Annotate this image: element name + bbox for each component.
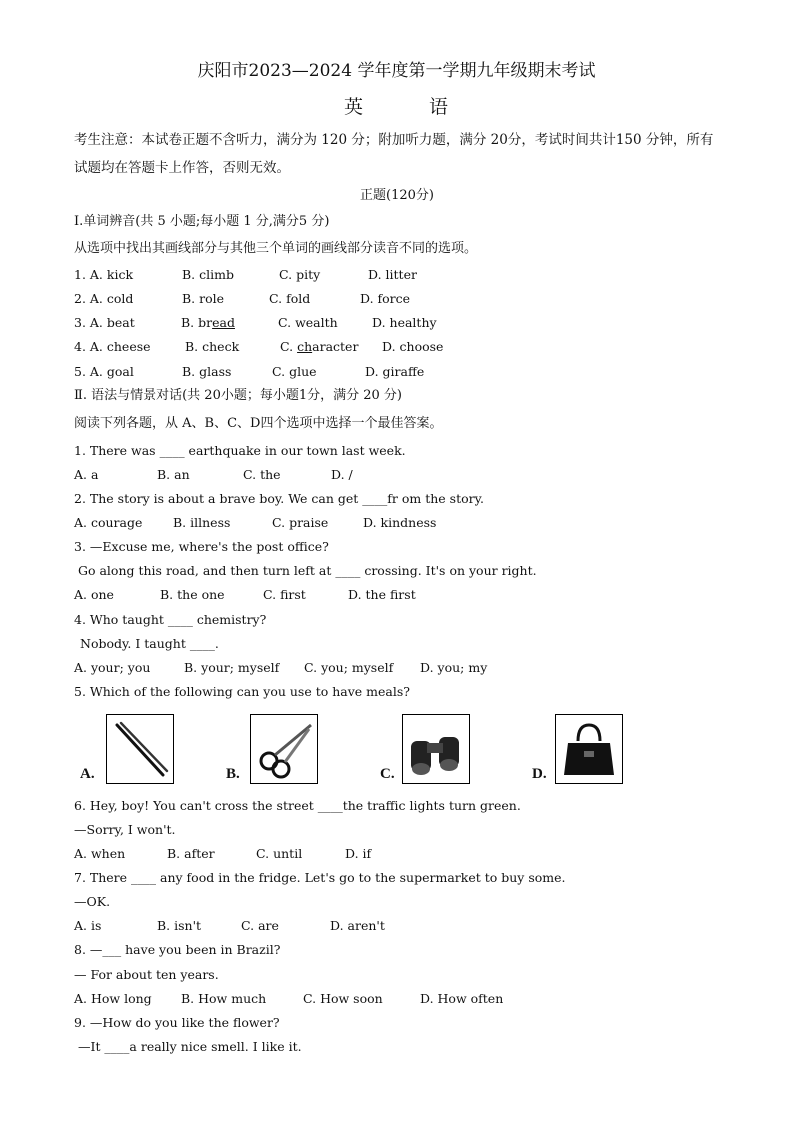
q1-d: D. /	[331, 467, 353, 482]
binoculars-image	[402, 714, 470, 784]
q6-c: C. until	[256, 846, 303, 861]
scissors-image	[250, 714, 318, 784]
p1q2-a: 2. A. cold	[74, 291, 134, 306]
p1q4-c: C. character	[280, 339, 359, 354]
p1q3-a: 3. A. beat	[74, 315, 135, 330]
exam-notice: 考生注意：本试卷正题不含听力，满分为 120 分；附加听力题，满分 20分，考试时间共计150 分钟，所有试题均在答题卡上作答，否则无效。	[74, 132, 714, 176]
p1q4-b: B. check	[185, 339, 240, 354]
chopsticks-icon	[107, 715, 173, 783]
q4-c: C. you; myself	[304, 660, 394, 675]
q4-a: A. your; you	[74, 660, 151, 675]
p1q2-b: B. role	[182, 291, 225, 306]
section-title: 正题(120分)	[360, 188, 434, 203]
q4-stem2: Nobody. I taught ____.	[80, 636, 219, 651]
q2-c: C. praise	[272, 515, 329, 530]
handbag-icon	[556, 715, 622, 783]
q1-a: A. a	[74, 467, 99, 482]
chopsticks-image	[106, 714, 174, 784]
p1q1-d: D. litter	[368, 267, 417, 282]
p1q5-a: 5. A. goal	[74, 364, 134, 379]
q9-stem: 9. —How do you like the flower?	[74, 1015, 280, 1030]
q8-a: A. How long	[74, 991, 152, 1006]
q3-c: C. first	[263, 587, 306, 602]
subject-left: 英	[344, 96, 364, 118]
part1-heading: Ⅰ.单词辨音(共 5 小题;每小题 1 分,满分5 分)	[74, 214, 330, 229]
p1q5-c: C. glue	[272, 364, 317, 379]
q5-b-label: B.	[226, 766, 240, 782]
p1q3-c: C. wealth	[278, 315, 338, 330]
q9-stem2: —It ____a really nice smell. I like it.	[78, 1039, 302, 1054]
q5-a-label: A.	[80, 766, 95, 782]
p1q1-a: 1. A. kick	[74, 267, 134, 282]
exam-title: 庆阳市2023—2024 学年度第一学期九年级期末考试	[197, 61, 596, 81]
q3-stem2: Go along this road, and then turn left at ____ crossing. It's on your right.	[78, 563, 537, 578]
p1q5-d: D. giraffe	[365, 364, 425, 379]
p1q3-d: D. healthy	[372, 315, 437, 330]
p1q2-c: C. fold	[269, 291, 311, 306]
p1q1-c: C. pity	[279, 267, 321, 282]
q8-d: D. How often	[420, 991, 504, 1006]
q6-b: B. after	[167, 846, 215, 861]
p1q2-d: D. force	[360, 291, 411, 306]
q5-c-label: C.	[380, 766, 395, 782]
q4-stem: 4. Who taught ____ chemistry?	[74, 612, 267, 627]
q3-d: D. the first	[348, 587, 416, 602]
q4-b: B. your; myself	[184, 660, 280, 675]
p1q4-d: D. choose	[382, 339, 444, 354]
q8-stem: 8. —___ have you been in Brazil?	[74, 942, 281, 957]
q2-stem: 2. The story is about a brave boy. We can get ____fr om the story.	[74, 491, 484, 506]
p1q3-b: B. bread	[181, 315, 235, 330]
part1-instruction: 从选项中找出其画线部分与其他三个单词的画线部分读音不同的选项。	[74, 241, 478, 256]
handbag-image	[555, 714, 623, 784]
subject-right: 语	[429, 96, 449, 118]
q7-d: D. aren't	[330, 918, 385, 933]
q2-a: A. courage	[74, 515, 143, 530]
q5-d-label: D.	[532, 766, 547, 782]
q3-stem: 3. —Excuse me, where's the post office?	[74, 539, 329, 554]
q7-a: A. is	[74, 918, 102, 933]
q7-stem2: —OK.	[74, 894, 111, 909]
q3-b: B. the one	[160, 587, 225, 602]
q6-a: A. when	[74, 846, 126, 861]
q7-stem: 7. There ____ any food in the fridge. Let's go to the supermarket to buy some.	[74, 870, 566, 885]
q2-d: D. kindness	[363, 515, 437, 530]
p1q5-b: B. glass	[182, 364, 232, 379]
q6-stem: 6. Hey, boy! You can't cross the street ____the traffic lights turn green.	[74, 798, 521, 813]
part2-heading: Ⅱ. 语法与情景对话(共 20小题；每小题1分，满分 20 分)	[74, 388, 402, 403]
q1-c: C. the	[243, 467, 281, 482]
binoculars-icon	[403, 715, 469, 783]
p1q1-b: B. climb	[182, 267, 234, 282]
scissors-icon	[251, 715, 317, 783]
q1-b: B. an	[157, 467, 190, 482]
q8-stem2: — For about ten years.	[74, 967, 219, 982]
p1q4-a: 4. A. cheese	[74, 339, 151, 354]
q5-stem: 5. Which of the following can you use to have meals?	[74, 684, 410, 699]
q8-b: B. How much	[181, 991, 267, 1006]
q3-a: A. one	[74, 587, 114, 602]
q7-c: C. are	[241, 918, 279, 933]
part2-instruction: 阅读下列各题，从 A、B、C、D四个选项中选择一个最佳答案。	[74, 416, 443, 431]
q2-b: B. illness	[173, 515, 231, 530]
q6-stem2: —Sorry, I won't.	[74, 822, 176, 837]
q8-c: C. How soon	[303, 991, 383, 1006]
q1-stem: 1. There was ____ earthquake in our town last week.	[74, 443, 406, 458]
q7-b: B. isn't	[157, 918, 202, 933]
q4-d: D. you; my	[420, 660, 488, 675]
q6-d: D. if	[345, 846, 372, 861]
